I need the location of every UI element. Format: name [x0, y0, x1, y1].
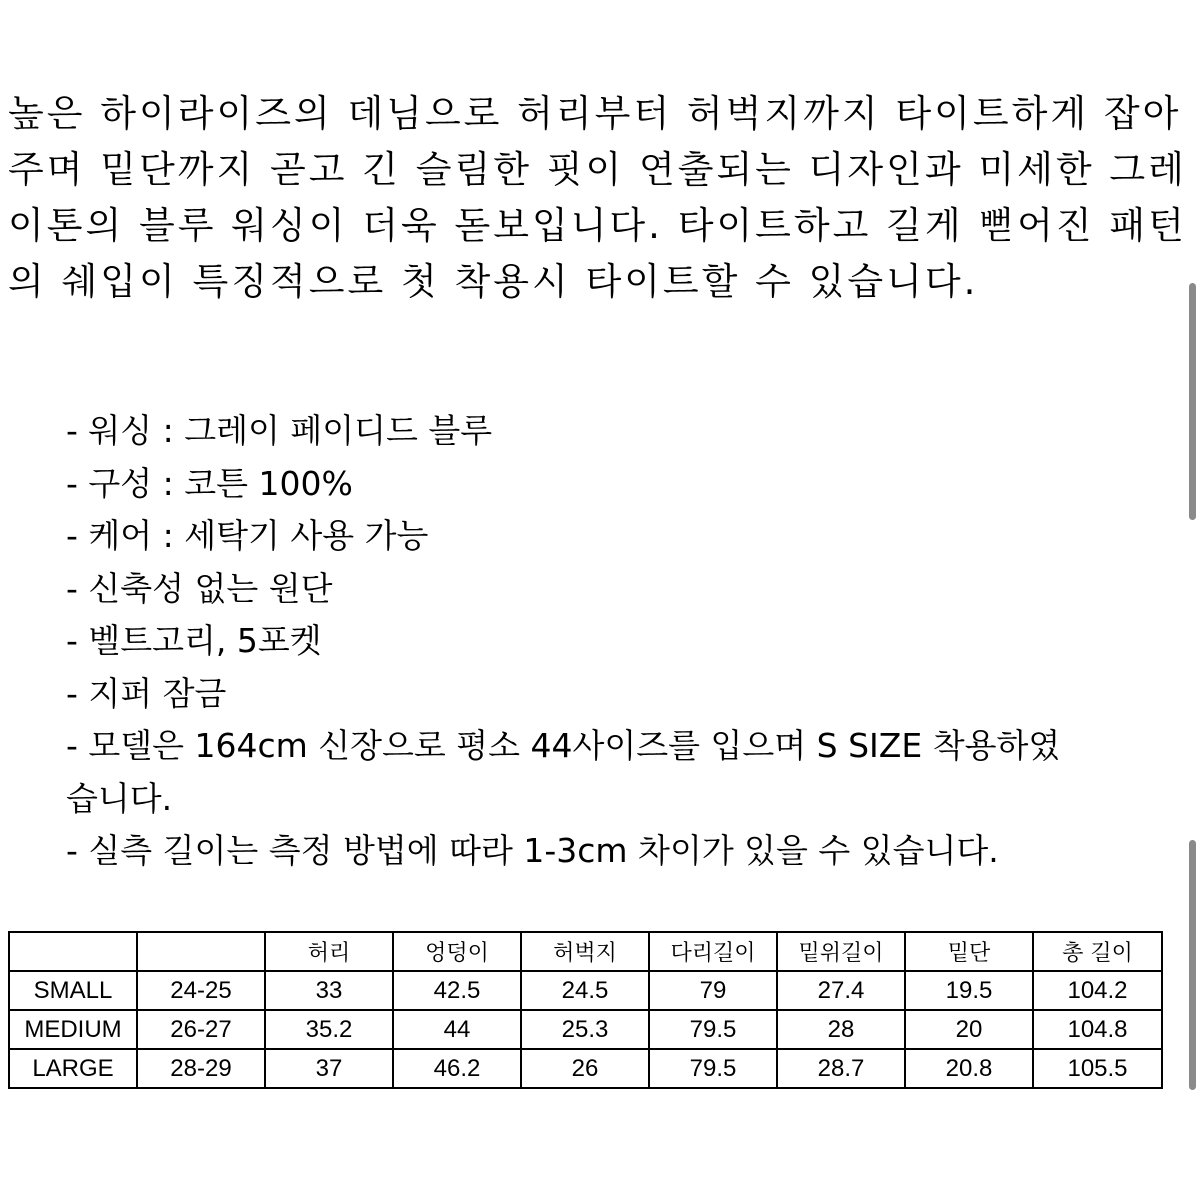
- description-line: 의 쉐입이 특징적으로 첫 착용시 타이트할 수 있습니다.: [8, 260, 979, 303]
- header-cell-rise: 밑위길이: [777, 932, 905, 971]
- table-row: [9, 1010, 1162, 1049]
- table-cell: 28-29: [137, 1049, 265, 1088]
- table-cell: 33: [265, 971, 393, 1010]
- spec-model-info: - 모델은 164cm 신장으로 평소 44사이즈를 입으며 S SIZE 착용하였: [66, 726, 1061, 765]
- spec-model-info-continued: 습니다.: [66, 778, 173, 818]
- table-row: [9, 971, 1162, 1010]
- table-cell: 28: [777, 1010, 905, 1049]
- description-line: 높은 하이라이즈의 데님으로 허리부터 허벅지까지 타이트하게 잡아: [8, 92, 1182, 135]
- spec-belt-loops: - 벨트고리, 5포켓: [66, 621, 322, 660]
- spec-closure: - 지퍼 잠금: [66, 673, 227, 713]
- table-cell: 44: [393, 1010, 521, 1049]
- table-cell: 79.5: [649, 1049, 777, 1088]
- table-cell: SMALL: [9, 971, 137, 1010]
- header-cell-thigh: 허벅지: [521, 932, 649, 971]
- header-cell-waist: 허리: [265, 932, 393, 971]
- table-cell: 37: [265, 1049, 393, 1088]
- spec-stretch: - 신축성 없는 원단: [66, 568, 333, 608]
- table-cell: 28.7: [777, 1049, 905, 1088]
- description-line: 주며 밑단까지 곧고 긴 슬림한 핏이 연출되는 디자인과 미세한 그레: [8, 148, 1187, 191]
- header-cell-hip: 엉덩이: [393, 932, 521, 971]
- table-header-row: [9, 932, 1162, 971]
- spec-composition: - 구성 : 코튼 100%: [66, 463, 353, 503]
- scrollbar-thumb-upper[interactable]: [1189, 283, 1196, 520]
- table-cell: 104.8: [1033, 1010, 1162, 1049]
- table-cell: 46.2: [393, 1049, 521, 1088]
- table-cell: 104.2: [1033, 971, 1162, 1010]
- header-cell-hem: 밑단: [905, 932, 1033, 971]
- product-specs-list: [66, 405, 1176, 878]
- table-cell: 25.3: [521, 1010, 649, 1049]
- header-cell-total-length: 총 길이: [1033, 932, 1162, 971]
- table-cell: 26-27: [137, 1010, 265, 1049]
- spec-measurement-note: - 실측 길이는 측정 방법에 따라 1-3cm 차이가 있을 수 있습니다.: [66, 831, 999, 870]
- table-cell: 27.4: [777, 971, 905, 1010]
- description-line: 이톤의 블루 워싱이 더욱 돋보입니다. 타이트하고 길게 뻗어진 패턴: [8, 204, 1187, 247]
- table-cell: 79.5: [649, 1010, 777, 1049]
- spec-washing: - 워싱 : 그레이 페이디드 블루: [66, 411, 493, 450]
- table-cell: 20: [905, 1010, 1033, 1049]
- table-cell: 24-25: [137, 971, 265, 1010]
- table-cell: 105.5: [1033, 1049, 1162, 1088]
- table-cell: 24.5: [521, 971, 649, 1010]
- header-cell-blank: [137, 932, 265, 971]
- header-cell-blank: [9, 932, 137, 971]
- scrollbar-thumb-lower[interactable]: [1189, 840, 1196, 1090]
- product-description: [8, 86, 1187, 310]
- table-cell: 35.2: [265, 1010, 393, 1049]
- table-cell: 20.8: [905, 1049, 1033, 1088]
- table-cell: LARGE: [9, 1049, 137, 1088]
- table-cell: MEDIUM: [9, 1010, 137, 1049]
- size-chart-table: [8, 931, 1163, 1089]
- header-cell-inseam: 다리길이: [649, 932, 777, 971]
- table-cell: 79: [649, 971, 777, 1010]
- spec-care: - 케어 : 세탁기 사용 가능: [66, 516, 429, 555]
- table-cell: 42.5: [393, 971, 521, 1010]
- table-cell: 26: [521, 1049, 649, 1088]
- table-row: [9, 1049, 1162, 1088]
- table-cell: 19.5: [905, 971, 1033, 1010]
